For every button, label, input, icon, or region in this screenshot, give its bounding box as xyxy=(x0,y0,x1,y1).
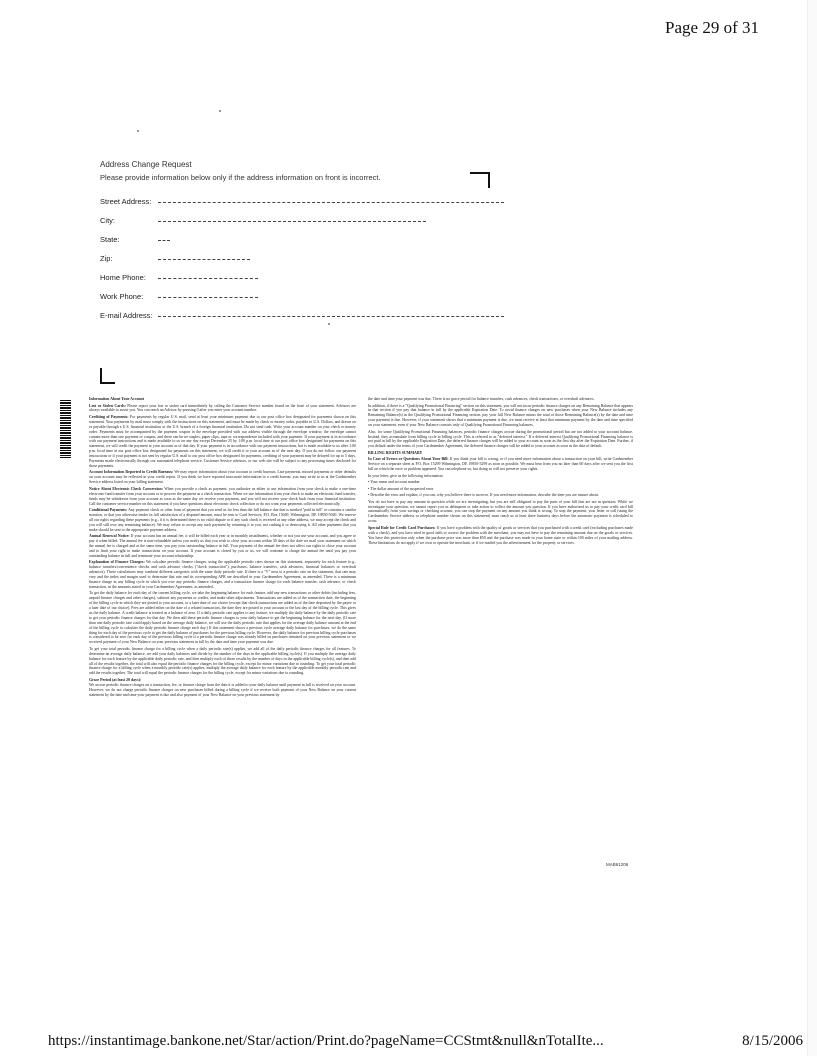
home-phone-field[interactable] xyxy=(100,263,700,282)
scan-speck xyxy=(137,130,139,132)
terms-paragraph xyxy=(368,526,633,546)
terms-heading: Notice About Electronic Check Conversion: xyxy=(89,486,163,491)
terms-body: the date and time your payment was due. There is no grace period for balance transfers, cash advances, check transactions, or overdraft advances. xyxy=(368,397,595,401)
terms-heading: Annual Renewal Notice: xyxy=(89,534,130,539)
terms-body: • Describe the error and explain, if you can, why you believe there is an error. If you need more information, describe the item you are unsure about. xyxy=(368,493,599,498)
terms-body: For payments by regular U.S. mail, send at least your minimum payment due to our post office box designated for payments shown on this statement. Your payments by mail must comply with the instructions on this statement, and must be made by check or money order, payable in U.S. Dollars, and drawn on or payable through a U.S. financial institution or the U.S. branch of a foreign financial institution. Do not send cash. Write your account number on your check or money order. Payments must be accompanied by the payment coupon in the envelope provided with our address visible through the envelope window; the envelope cannot contain more than one payment or coupon, and there can be no staples, paper clips, tape or correspondence included with your payment. If your payment is in accordance with our payment instructions and is made available to us on any day except December 25 by 1:00 p.m. local time at our post office box designated for payments on this statement, we will credit the payment to your account as of that day. If your payment is in accordance with our payment instructions, but is made available to us after 1:00 p.m. local time at our post office box designated for payments on this statement, we will credit it to your account as of the next day. If you do not follow our payment instructions or if your payment is not sent by regular U.S. mail to our post office box designated for payments, crediting of your payment may be delayed for up to 5 days. Payments made electronically through our automated telephone service, Customer Service advisors, or our web site will be subject to any processing times disclosed for those payments. xyxy=(89,414,356,468)
terms-heading: Crediting of Payments: xyxy=(89,414,129,419)
terms-paragraph xyxy=(89,404,356,414)
work-phone-field[interactable] xyxy=(100,282,700,301)
terms-paragraph xyxy=(89,647,356,676)
terms-paragraph xyxy=(89,678,356,698)
terms-body: We may report information about your account to credit bureaus. Late payments, missed payments or other defaults on your account may be reflected in your credit report. If you think we have reported inaccurate information to a credit bureau, you may write to us at the Cardmember Service address listed on your billing statement. xyxy=(89,470,356,485)
street-address-field[interactable] xyxy=(100,187,700,206)
field-label: Zip: xyxy=(100,254,113,263)
field-line xyxy=(158,278,258,279)
corner-mark-top-right xyxy=(470,172,490,188)
terms-body: When you provide a check as payment, you authorize us either to use information from your check to make a one-time electronic fund transfer from your account or to process the payment as a check transaction. When we use information from your check to make an electronic fund transfer, funds may be withdrawn from your account as soon as the same day we receive your payment, and you will not receive your check back from your financial institution. Call the customer service number on this statement if you have questions about electronic check collection or do not want your payments collected electronically. xyxy=(89,486,356,506)
terms-body: We calculate periodic finance charges, using the applicable periodic rates shown on this statement, separately for each feature (e.g., balance transfers/convenience checks and cash advance checks ("check transaction"), purchases, balance transfers, cash advances, financial balances or overdraft advances). These calculations may combine different categories with the same daily periodic rate. If there is a "V" next to a periodic rate on the statement, that rate may vary and the index and margin used to determine that rate and its corresponding APR are described in your Cardmember Agreement, as amended. There is a minimum finance charge in any billing cycle in which you owe any periodic finance charges, and a transaction finance charge for each balance transfer, cash advance, or check transaction, in the amounts stated in your Cardmember Agreement, as amended. xyxy=(89,560,356,589)
footer-date: 8/15/2006 xyxy=(742,1033,803,1049)
field-label: City: xyxy=(100,216,115,225)
field-line xyxy=(158,202,504,203)
page-number: Page 29 of 31 xyxy=(665,18,759,37)
scan-speck xyxy=(328,323,330,325)
terms-heading: Account Information Reported to Credit Bureaus: xyxy=(89,470,174,475)
footer-url: https://instantimage.bankone.net/Star/action/Print.do?pageName=CCStmt&null&nTotalIte... xyxy=(48,1033,604,1049)
field-label: Home Phone: xyxy=(100,273,146,282)
terms-paragraph xyxy=(89,470,356,485)
terms-paragraph xyxy=(368,474,633,479)
scrollbar[interactable] xyxy=(807,0,817,1056)
terms-body: Also, for some Qualifying Promotional Financing balances, periodic finance charges accrue during the promotional period but are not added to your account balance. Instead, they accumulate from billing cycle to billing cycle. This is referred to as "deferred interest." If a deferred interest Qualifying Promotional Financing balance is not paid in full by the applicable Expiration Date, the deferred finance charges will be added to your account as soon as the first day after the Expiration Date. Further, if you default under the terms of your Cardmember Agreement, the deferred finance charges will be added to your account as soon as the date of default. xyxy=(368,429,633,449)
terms-body: Any payment check or other form of payment that you send us for less than the full balance due that is marked "paid in full" or contains a similar notation, or that you otherwise tender in full satisfaction of a disputed amount, must be sent to Card Services, P.O. Box 15049, Wilmington, DE 19850-5049. We reserve all our rights regarding these payments (e.g., if it is determined there is no valid dispute or if any such check is received at any other address, we may accept the check and you will still owe any remaining balance). We may refuse to accept any such payment by returning it to you, not cashing it or destroying it. All other payments that you make should be sent to the appropriate payment address. xyxy=(89,508,356,532)
form-instruction: Please provide information below only if the address information on front is incorrect. xyxy=(100,173,381,182)
city-field[interactable] xyxy=(100,206,700,225)
terms-body: If you have a problem with the quality of goods or services that you purchased with a credit card (excluding purchases made with a check), and you have tried in good faith to correct the problem with the merchant, you may not have to pay the remaining amount due on the goods or services. You have this protection only when the purchase price was more than $50 and the purchase was made in your home state or within 100 miles of your mailing address. These limitations do not apply if we own or operate the merchant, or if we mailed you the advertisement for the property or services. xyxy=(368,525,633,545)
terms-body: If you think your bill is wrong, or if you need more information about a transaction on your bill, write Cardmember Service on a separate sheet at P.O. Box 15299 Wilmington, DE 19850-5299 as soon as possible. We must hear from you no later than 60 days after we sent you the first bill on which the error or problem appeared. You can telephone us, but doing so will not preserve your rights. xyxy=(368,457,633,472)
terms-paragraph xyxy=(368,404,633,429)
terms-paragraph xyxy=(368,493,633,498)
terms-column-right xyxy=(368,397,633,697)
terms-paragraph xyxy=(368,430,633,450)
field-line xyxy=(158,221,426,222)
terms-heading: In Case of Errors or Questions About Your Bill: xyxy=(368,457,449,462)
terms-paragraph xyxy=(368,451,633,456)
terms-body: In addition, if there is a "Qualifying Promotional Financing" section on this statement, you will not incur periodic finance charges on any Remaining Balance that appears in that section if you pay that balance in full by the applicable Expiration Date. To avoid finance charges on new purchases when your New Balance includes any Remaining Balance(s) in the Qualifying Promotional Financing section, pay your full New Balance minus the total of those Remaining Balance(s) by the date and time your payment is due. However, if your statement shows that a minimum payment is due, we must receive at least that minimum payment by the date and time specified on your statement, even if your New Balance consists only of Qualifying Promotional Financing balances. xyxy=(368,403,633,428)
terms-body: Please report your lost or stolen card immediately by calling the Customer Service number found on the front of your statement. Advisors are always available to assist you. You can reach an Advisor by pressing 0 after you enter your account number. xyxy=(89,403,356,413)
field-line xyxy=(158,297,258,298)
address-change-form xyxy=(100,160,700,320)
terms-paragraph xyxy=(368,487,633,492)
terms-paragraph xyxy=(89,591,356,645)
terms-paragraph xyxy=(89,415,356,469)
field-label: State: xyxy=(100,235,120,244)
terms-heading: Conditional Payments: xyxy=(89,508,128,512)
field-line xyxy=(158,240,170,241)
terms-body: If your account has an annual fee, it will be billed each year or in monthly installments, whether or not you use your account, and you agree to pay it when billed. The annual fee is non-refundable unless you notify us that you wish to close your account within 30 days of the date we mail your statement on which the annual fee is charged and at the same time, you pay your outstanding balance in full. Your payment of the annual fee does not affect our rights to close your account and to limit your right to make transactions on your account. If your account is closed by you or us, we will continue to charge the annual fee until you pay your outstanding balance in full and terminate your account relationship. xyxy=(89,534,356,558)
terms-paragraph xyxy=(89,508,356,533)
field-label: Work Phone: xyxy=(100,292,144,301)
terms-paragraph xyxy=(89,560,356,589)
terms-paragraph xyxy=(89,487,356,507)
terms-heading: Lost or Stolen Cards: xyxy=(89,403,126,408)
terms-body: To get the daily balance for each day of the current billing cycle, we take the beginning balance for each feature, add any new transactions or other debits (including fees, unpaid finance charges and other charges), subtract any payments or credits, and make other adjustments. Transactions are added as of the transaction date, the beginning of the billing cycle in which they are posted to your account, or a later date of our choice (except that check transactions are added as of the date deposited by the payee or a later date of our choice). Fees are added either on the date of a related transaction, the date they are posted to your account or the last day of the billing cycle. This gives us the daily balance. A credit balance is treated as a balance of zero. If a daily periodic rate applies to any feature, we multiply the daily balance by the daily periodic rate to get your periodic finance charges for that day. We then add these periodic finance charges to your daily balance to get the beginning balance for the next day. (If more than one daily periodic rate could apply based on the average daily balance, we will use the daily periodic rate that applies for the average daily balance amount at the end of the billing cycle to calculate the daily periodic finance charge each day.) If this statement shows a previous cycle average daily balance for purchases, we do the same thing for each day of the previous cycle to get the daily balance of purchases for the previous billing cycle. However, the daily balance for previous billing cycle purchases is considered to be zero for each day of the previous billing cycle if a periodic finance charge was already billed on purchases itemized on your previous statement or we received payment of your New Balance on your previous statement in full by the date and time your payment was due. xyxy=(89,591,356,645)
terms-paragraph xyxy=(368,500,633,525)
form-title: Address Change Request xyxy=(100,160,192,169)
field-label: Street Address: xyxy=(100,197,152,206)
terms-heading: Grace Period (at least 20 days): xyxy=(89,677,142,682)
terms-body: To get your total periodic finance charge for a billing cycle when a daily periodic rate(s) applies, we add all of the daily periodic finance charges for all features. To determine an average daily balance, we add your daily balances and divide by the number of the days in the applicable billing cycle(s). If you multiply the average daily balance for each feature by the applicable daily periodic rate, and then multiply each of those results by the number of days in the applicable billing cycle(s), and then add all of the results together, the total will also equal the periodic finance charges for the billing cycle, except for minor variations due to rounding. To get your total periodic finance charge for a billing cycle when a monthly periodic rate(s) applies, multiply the average daily balance for each feature by the applicable monthly periodic rate and add the results together. The total will equal the periodic finance charges for the billing cycle, except for minor variations due to rounding. xyxy=(89,646,356,676)
terms-column-left xyxy=(89,397,356,851)
terms-paragraph xyxy=(89,534,356,559)
terms-body: • The dollar amount of the suspected error xyxy=(368,486,434,491)
terms-body: • Your name and account number xyxy=(368,480,420,485)
terms-body: You do not have to pay any amount in question while we are investigating, but you are still obligated to pay the parts of your bill that are not in question. While we investigate your question, we cannot report you as delinquent or take action to collect the amount you question. If you have authorized us to pay your credit card bill automatically from your savings or checking account, you can stop the payment on any amount you think is wrong. To stop the payment, your letter or call (using the Cardmember Service address or telephone number shown on this statement) must reach us at least three business days before the automatic payment is scheduled to occur. xyxy=(368,499,633,524)
email-address-field[interactable] xyxy=(100,301,700,320)
zip-field[interactable] xyxy=(100,244,700,263)
terms-paragraph xyxy=(368,457,633,472)
form-code: MAB61206 xyxy=(606,862,629,867)
terms-body: We accrue periodic finance charges on a transaction, fee, or finance charge from the date it is added to your daily balance until payment in full is received on your account. However, we do not charge periodic finance charges on new purchases billed during a billing cycle if we receive both payment of your New Balance on your current statement by the date and time your payment is due and also payment of your New Balance on your previous statement by xyxy=(89,682,356,697)
terms-paragraph xyxy=(368,397,633,402)
scan-speck xyxy=(219,110,221,112)
field-line xyxy=(158,259,250,260)
terms-heading: BILLING RIGHTS SUMMARY xyxy=(368,450,423,455)
terms-heading: Information About Your Account xyxy=(89,397,145,401)
terms-paragraph xyxy=(89,397,356,402)
barcode xyxy=(60,400,71,458)
terms-heading: Explanation of Finance Charges: xyxy=(89,560,145,565)
terms-heading: Special Rule for Credit Card Purchases: xyxy=(368,525,436,530)
field-line xyxy=(158,316,504,317)
field-label: E-mail Address: xyxy=(100,311,153,320)
state-field[interactable] xyxy=(100,225,700,244)
terms-body: In your letter, give us the following information: xyxy=(368,473,444,478)
terms-paragraph xyxy=(368,480,633,485)
print-footer xyxy=(48,1033,803,1050)
corner-mark-bottom-left xyxy=(100,368,115,384)
